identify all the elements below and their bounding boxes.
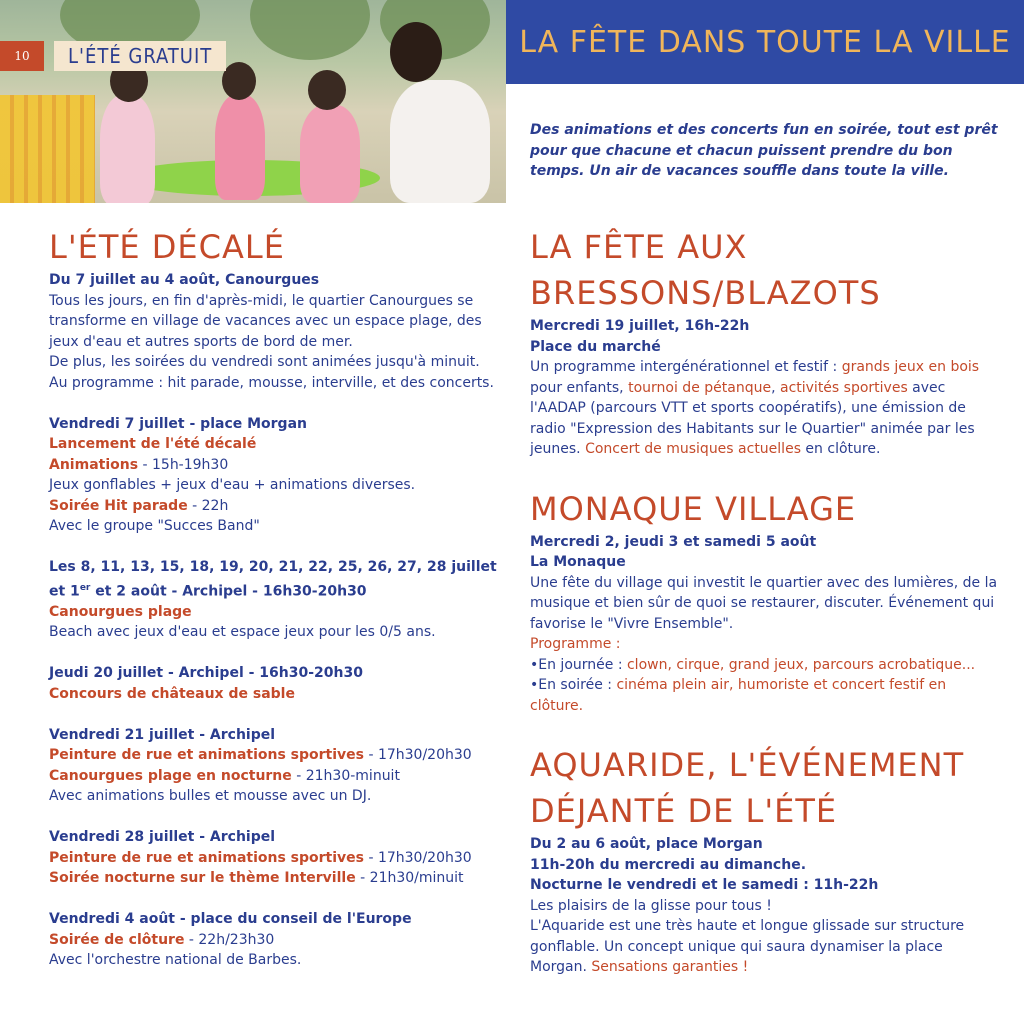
- section-title-monaque: MONAQUE VILLAGE: [530, 489, 857, 528]
- event-line: Avec l'orchestre national de Barbes.: [49, 952, 302, 969]
- desc-text: pour enfants,: [530, 379, 629, 396]
- event-line: Jeux gonflables + jeux d'eau + animations diverses.: [49, 477, 416, 493]
- section-title-aquaride-2: DÉJANTÉ DE L'ÉTÉ: [530, 792, 838, 830]
- page-number: 10: [0, 41, 44, 71]
- event-line: Beach avec jeux d'eau et espace jeux pour les 0/5 ans.: [49, 624, 436, 641]
- event-line: [49, 848, 499, 869]
- event-title: Vendredi 28 juillet - Archipel: [49, 829, 276, 846]
- event-time: - 17h30/20h30: [364, 849, 472, 866]
- event-time: - 17h30/20h30: [364, 747, 472, 764]
- event-title-part: et 2 août - Archipel - 16h30-20h30: [90, 583, 367, 600]
- event-title-part: et 1: [49, 583, 80, 600]
- event-line: [49, 455, 499, 476]
- event-line: Canourgues plage: [49, 603, 192, 620]
- event-line: [49, 496, 499, 517]
- section-desc-2: De plus, les soirées du vendredi sont animées jusqu'à minuit.: [49, 354, 480, 370]
- left-column: [49, 224, 499, 971]
- desc-highlight: Concert de musiques actuelles: [585, 441, 801, 457]
- event-time: - 22h: [187, 497, 229, 514]
- event-title: [49, 578, 499, 602]
- event-time: - 22h/23h30: [184, 931, 275, 948]
- event-line: Lancement de l'été décalé: [49, 436, 257, 452]
- desc-text: en clôture.: [800, 441, 881, 457]
- header-photo: [0, 0, 506, 203]
- event-title: Vendredi 21 juillet - Archipel: [49, 726, 276, 743]
- event-line: [49, 745, 499, 766]
- event-line: [49, 930, 499, 951]
- section-date: Du 2 au 6 août, place Morgan: [530, 836, 763, 852]
- event-time: - 15h-19h30: [138, 456, 229, 473]
- section-place: Place du marché: [530, 338, 661, 355]
- event-highlight: Canourgues plage en nocturne: [49, 767, 292, 784]
- section-desc: Une fête du village qui investit le quartier avec des lumières, de la musique et bien sûr de quoi se restaurer, discuter. Événement qui favorise le "Vivre Ensemble".: [530, 574, 998, 632]
- program-item-text: cinéma plein air, humoriste et concert festif en clôture.: [530, 677, 947, 714]
- section-desc: [530, 357, 1000, 460]
- program-item-text: clown, cirque, grand jeux, parcours acrobatique...: [626, 656, 976, 673]
- event-time: - 21h30/minuit: [355, 870, 464, 887]
- event-title: Jeudi 20 juillet - Archipel - 16h30-20h30: [49, 665, 363, 682]
- desc-text: L'Aquaride est une très haute et longue glissade sur structure gonflable. Un concept unique qui saura dynamiser la place Morgan.: [530, 918, 965, 975]
- section-desc: Tous les jours, en fin d'après-midi, le quartier Canourgues se transforme en village de vacances avec un espace plage, des jeux d'eau et autres sports de bord de mer.: [49, 292, 482, 350]
- event-highlight: Peinture de rue et animations sportives: [49, 849, 364, 866]
- event-title-sup: er: [79, 582, 91, 593]
- event-line: Avec animations bulles et mousse avec un DJ.: [49, 788, 372, 805]
- event-time: - 21h30-minuit: [291, 767, 400, 784]
- section-hours: 11h-20h du mercredi au dimanche.: [530, 856, 807, 873]
- event-highlight: Animations: [49, 456, 139, 473]
- event-highlight: Soirée de clôture: [49, 931, 185, 948]
- section-desc-3: Au programme : hit parade, mousse, interville, et des concerts.: [49, 374, 494, 391]
- section-title-bressons: LA FÊTE AUX BRESSONS/BLAZOTS: [530, 228, 881, 312]
- event-highlight: Peinture de rue et animations sportives: [49, 747, 364, 764]
- event-line: [49, 766, 499, 787]
- section-desc: Les plaisirs de la glisse pour tous !: [530, 897, 772, 914]
- program-item: [530, 655, 1000, 676]
- title-banner: [506, 0, 1024, 84]
- section-title-ete-decale: L'ÉTÉ DÉCALÉ: [49, 228, 285, 266]
- desc-highlight: Sensations garanties !: [591, 959, 749, 975]
- event-highlight: Soirée nocturne sur le thème Interville: [49, 870, 356, 887]
- event-line: Concours de châteaux de sable: [49, 685, 295, 702]
- section-tag: L'ÉTÉ GRATUIT: [54, 41, 226, 71]
- program-label: Programme :: [530, 636, 621, 652]
- section-dates: Du 7 juillet au 4 août, Canourgues: [49, 272, 320, 288]
- desc-highlight: tournoi de pétanque: [628, 379, 772, 396]
- desc-text: Un programme intergénérationnel et festif :: [530, 359, 842, 375]
- desc-text: ,: [771, 379, 780, 396]
- program-item-label: •En soirée :: [530, 677, 617, 693]
- program-item-label: •En journée :: [530, 656, 627, 673]
- intro-text: Des animations et des concerts fun en soirée, tout est prêt pour que chacune et chacun puissent prendre du bon temps. Un air de vacances souffle dans toute la ville.: [530, 122, 998, 179]
- desc-highlight: grands jeux en bois: [841, 359, 980, 375]
- section-hours: Nocturne le vendredi et le samedi : 11h-22h: [530, 877, 879, 893]
- event-title: Les 8, 11, 13, 15, 18, 19, 20, 21, 22, 25, 26, 27, 28 juillet: [49, 559, 497, 575]
- event-line: [49, 868, 499, 889]
- section-date: Mercredi 19 juillet, 16h-22h: [530, 318, 750, 334]
- banner-title: LA FÊTE DANS TOUTE LA VILLE: [519, 24, 1011, 60]
- desc-text: avec l'AADAP (parcours VTT et sports coopératifs), une émission de radio "Expression des Habitants sur le Quartier" animée par les jeunes.: [530, 379, 975, 457]
- section-date: Mercredi 2, jeudi 3 et samedi 5 août: [530, 533, 817, 550]
- event-highlight: Soirée Hit parade: [49, 497, 188, 514]
- section-place: La Monaque: [530, 554, 626, 570]
- desc-highlight: activités sportives: [779, 379, 908, 396]
- event-title: Vendredi 7 juillet - place Morgan: [49, 415, 307, 432]
- program-item: [530, 675, 1000, 716]
- event-title: Vendredi 4 août - place du conseil de l'Europe: [49, 911, 412, 928]
- event-line: Avec le groupe "Succes Band": [49, 518, 260, 534]
- right-column: [530, 224, 1000, 978]
- section-desc: [530, 916, 1000, 978]
- section-title-aquaride: AQUARIDE, L'ÉVÉNEMENT: [530, 746, 965, 784]
